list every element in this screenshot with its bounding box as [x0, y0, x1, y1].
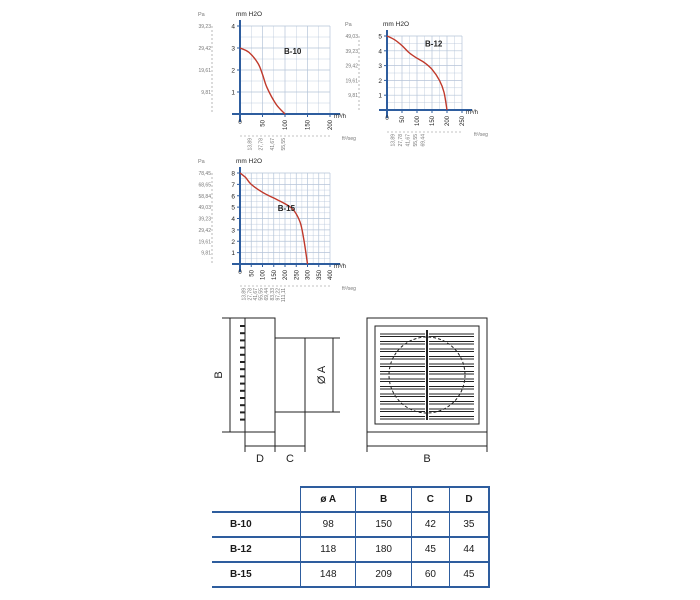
table-cell: 209: [356, 562, 411, 587]
cfs-tick-label: 41,67: [269, 138, 276, 151]
series-label: B-10: [284, 47, 302, 57]
table-cell: 150: [356, 512, 411, 537]
cfs-tick-label: 27,78: [247, 288, 254, 301]
y-tick-label: 1: [231, 250, 235, 258]
cfs-tick-label: 111,11: [281, 288, 287, 303]
pa-tick-label: 29,42: [345, 63, 358, 70]
table-header-b: B: [356, 487, 411, 512]
table-header-row: [212, 487, 489, 512]
y-axis-label: mm H2O: [236, 158, 262, 165]
table-cell: 35: [449, 512, 489, 537]
cfs-tick-label: 55,55: [258, 288, 265, 301]
cfs-tick-label: 69,44: [264, 288, 271, 301]
dim-label-b-side: B: [213, 371, 225, 379]
side-view-front-plate: [245, 318, 275, 432]
y-tick-label: 4: [378, 48, 382, 56]
cfs-axis-label: ft³/seg: [474, 132, 488, 138]
pa-tick-label: 78,45: [198, 171, 211, 177]
table-cell: 118: [301, 537, 356, 562]
x-tick-label: 350: [316, 270, 323, 281]
dimensions-table: [212, 486, 490, 588]
pa-tick-label: 19,61: [198, 239, 211, 246]
pa-tick-label: 39,23: [345, 48, 358, 55]
pa-axis-label: Pa: [198, 12, 205, 18]
table-cell: 45: [449, 562, 489, 587]
x-tick-label: 100: [415, 116, 421, 127]
cfs-tick-label: 41,67: [252, 288, 259, 301]
y-tick-label: 6: [231, 193, 235, 201]
y-tick-label: 4: [231, 23, 235, 31]
cfs-axis-label: ft³/seg: [342, 136, 356, 142]
x-tick-label: 0: [238, 120, 242, 126]
x-tick-label: 150: [430, 116, 436, 127]
table-header-a: ø A: [301, 487, 356, 512]
table-row: [212, 562, 489, 587]
cfs-tick-label: 27,78: [258, 138, 265, 151]
table-header-d: D: [449, 487, 489, 512]
cfs-tick-label: 13,89: [241, 288, 248, 301]
table-row-model: B-15: [212, 562, 301, 587]
pa-tick-label: 39,23: [198, 216, 211, 223]
front-view: [367, 318, 487, 452]
x-tick-label: 150: [305, 120, 312, 131]
table-row: [212, 537, 489, 562]
cfs-tick-label: 41,67: [405, 134, 412, 147]
cfs-tick-label: 55,55: [281, 138, 287, 151]
table-row: [212, 512, 489, 537]
pa-tick-label: 29,42: [198, 227, 211, 234]
cfs-tick-label: 97,22: [275, 288, 282, 301]
x-axis-label: m³/h: [466, 110, 478, 116]
cfs-axis-label: ft³/seg: [342, 286, 356, 292]
x-tick-label: 200: [283, 270, 289, 281]
y-axis-label: mm H2O: [236, 11, 262, 18]
x-axis-label: m³/h: [334, 264, 346, 270]
x-tick-label: 100: [260, 270, 267, 281]
pa-tick-label: 9,81: [201, 250, 211, 257]
x-tick-label: 50: [249, 270, 256, 277]
y-tick-label: 7: [231, 181, 235, 189]
cfs-tick-label: 13,89: [390, 134, 397, 147]
pa-axis-label: Pa: [198, 159, 205, 165]
y-tick-label: 3: [378, 63, 382, 71]
x-tick-label: 50: [260, 120, 267, 127]
side-view-louvre-teeth: [240, 326, 245, 420]
y-tick-label: 1: [378, 92, 382, 100]
pa-tick-label: 19,61: [345, 78, 358, 85]
table-cell: 98: [301, 512, 356, 537]
pa-axis-label: Pa: [345, 22, 352, 28]
table-row-model: B-10: [212, 512, 301, 537]
pa-tick-label: 29,42: [198, 46, 211, 52]
x-tick-label: 200: [328, 120, 334, 131]
series-label: B-12: [425, 39, 443, 49]
x-tick-label: 50: [400, 116, 406, 123]
table-corner-cell: [212, 487, 301, 512]
y-tick-label: 1: [231, 89, 235, 97]
table-cell: 60: [411, 562, 449, 587]
table-cell: 148: [301, 562, 356, 587]
x-tick-label: 0: [238, 270, 242, 276]
table-cell: 44: [449, 537, 489, 562]
y-tick-label: 2: [231, 238, 235, 246]
table-header-c: C: [411, 487, 449, 512]
cfs-tick-label: 13,89: [247, 138, 254, 151]
x-tick-label: 0: [385, 116, 389, 122]
pa-tick-label: 39,23: [198, 24, 211, 30]
x-tick-label: 200: [445, 116, 451, 127]
pa-tick-label: 9,81: [348, 93, 358, 100]
table-cell: 45: [411, 537, 449, 562]
y-tick-label: 2: [378, 77, 382, 85]
y-tick-label: 8: [231, 170, 235, 178]
dim-label-d: D: [256, 453, 264, 465]
pa-tick-label: 9,81: [201, 90, 211, 96]
table-cell: 42: [411, 512, 449, 537]
dim-label-b-front: B: [423, 453, 431, 465]
pa-tick-label: 58,84: [198, 193, 211, 200]
pa-tick-label: 49,03: [345, 34, 358, 40]
x-tick-label: 300: [305, 270, 312, 281]
side-view-duct-spigot: [275, 338, 305, 412]
dim-label-a-diameter: Ø A: [316, 365, 328, 385]
y-tick-label: 5: [378, 33, 382, 41]
table-cell: 180: [356, 537, 411, 562]
table-row-model: B-12: [212, 537, 301, 562]
x-tick-label: 250: [294, 270, 301, 281]
cfs-tick-label: 55,55: [413, 134, 419, 147]
cfs-tick-label: 69,44: [420, 134, 427, 147]
x-tick-label: 400: [328, 270, 334, 281]
series-label: B-15: [277, 204, 296, 214]
dim-label-c: C: [286, 453, 294, 465]
pa-tick-label: 49,03: [198, 205, 211, 212]
pa-tick-label: 19,61: [198, 68, 211, 74]
x-tick-label: 150: [271, 270, 278, 281]
x-axis-label: m³/h: [334, 114, 346, 120]
y-tick-label: 3: [231, 227, 235, 235]
cfs-tick-label: 83,33: [269, 288, 276, 301]
y-tick-label: 2: [231, 67, 235, 75]
cfs-tick-label: 27,78: [398, 134, 404, 147]
x-tick-label: 100: [283, 120, 289, 131]
x-tick-label: 250: [460, 116, 466, 127]
y-axis-label: mm H2O: [383, 21, 409, 28]
pa-tick-label: 68,65: [198, 182, 211, 189]
y-tick-label: 4: [231, 216, 235, 223]
y-tick-label: 5: [231, 204, 235, 212]
y-tick-label: 3: [231, 45, 235, 53]
